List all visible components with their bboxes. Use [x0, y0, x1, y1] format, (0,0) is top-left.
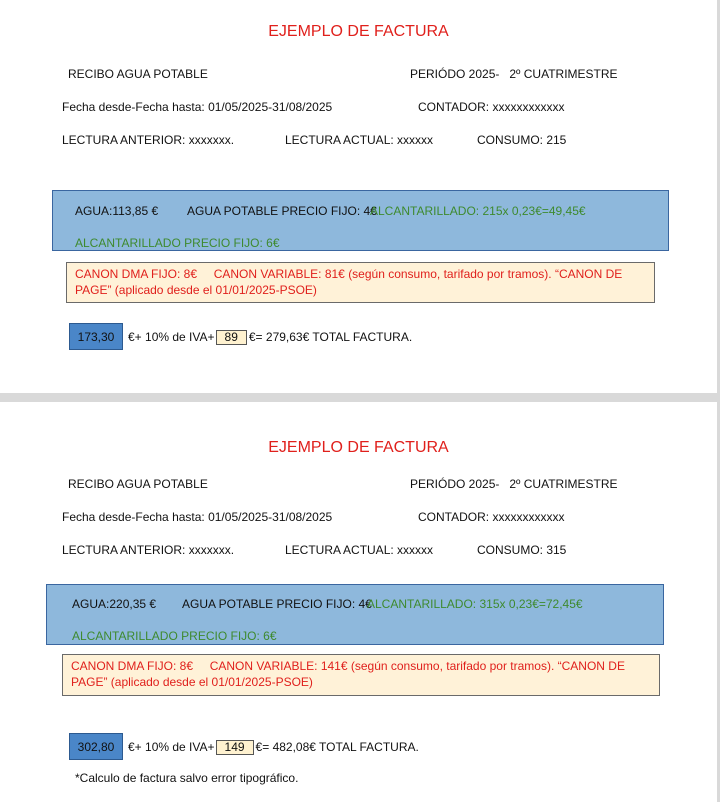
current-reading: LECTURA ACTUAL: xxxxxx: [285, 543, 434, 557]
invoice-total: €= 482,08€ TOTAL FACTURA.: [255, 740, 419, 754]
water-charge: AGUA:113,85 €: [75, 204, 159, 218]
sewer-charge: ALCANTARILLADO: 215x 0,23€=49,45€: [370, 204, 586, 218]
sewer-fixed-charge: ALCANTARILLADO PRECIO FIJO: 6€: [72, 629, 277, 643]
iva-amount: 89: [216, 330, 247, 345]
receipt-label: RECIBO AGUA POTABLE: [68, 477, 208, 491]
total-line: [128, 330, 412, 345]
sewer-charge: ALCANTARILLADO: 315x 0,23€=72,45€: [367, 597, 583, 611]
canon-text: CANON DMA FIJO: 8€ CANON VARIABLE: 81€ (según consumo, tarifado por tramos). “CANON DE PAGE” (aplicado desde el 01/01/2025-PSOE): [75, 267, 626, 297]
subtotal-badge: 302,80: [69, 733, 123, 760]
canon-text: CANON DMA FIJO: 8€ CANON VARIABLE: 141€ (según consumo, tarifado por tramos). “CANON DE PAGE” (aplicado desde el 01/01/2025-PSOE): [71, 659, 629, 689]
charges-box: [46, 584, 664, 645]
period-label: PERIÓDO 2025- 2º CUATRIMESTRE: [410, 477, 618, 491]
iva-prefix: €+ 10% de IVA+: [128, 740, 215, 754]
total-line: [128, 740, 419, 755]
water-fixed-charge: AGUA POTABLE PRECIO FIJO: 4€: [182, 597, 372, 611]
invoice-page-1: [0, 0, 717, 393]
date-range: Fecha desde-Fecha hasta: 01/05/2025-31/08/2025: [62, 100, 333, 114]
canon-box: [62, 654, 660, 696]
iva-prefix: €+ 10% de IVA+: [128, 330, 215, 344]
invoice-page-2: [0, 402, 717, 802]
previous-reading: LECTURA ANTERIOR: xxxxxxx.: [62, 133, 235, 147]
charges-box: [52, 190, 669, 251]
invoice-total: €= 279,63€ TOTAL FACTURA.: [248, 330, 413, 344]
water-fixed-charge: AGUA POTABLE PRECIO FIJO: 4€: [187, 204, 377, 218]
previous-reading: LECTURA ANTERIOR: xxxxxxx.: [62, 543, 235, 557]
canon-box: [66, 262, 655, 303]
invoice-title: EJEMPLO DE FACTURA: [268, 23, 449, 40]
current-reading: LECTURA ACTUAL: xxxxxx: [285, 133, 434, 147]
footnote: *Calculo de factura salvo error tipográfico.: [75, 771, 299, 785]
meter-number: CONTADOR: xxxxxxxxxxxx: [418, 510, 565, 524]
consumption: CONSUMO: 315: [477, 543, 567, 557]
consumption: CONSUMO: 215: [477, 133, 567, 147]
sewer-fixed-charge: ALCANTARILLADO PRECIO FIJO: 6€: [75, 236, 280, 250]
period-label: PERIÓDO 2025- 2º CUATRIMESTRE: [410, 67, 618, 81]
water-charge: AGUA:220,35 €: [72, 597, 157, 611]
meter-number: CONTADOR: xxxxxxxxxxxx: [418, 100, 565, 114]
receipt-label: RECIBO AGUA POTABLE: [68, 67, 208, 81]
subtotal-badge: 173,30: [69, 323, 123, 350]
date-range: Fecha desde-Fecha hasta: 01/05/2025-31/08/2025: [62, 510, 333, 524]
iva-amount: 149: [216, 740, 254, 755]
invoice-title: EJEMPLO DE FACTURA: [268, 439, 449, 456]
